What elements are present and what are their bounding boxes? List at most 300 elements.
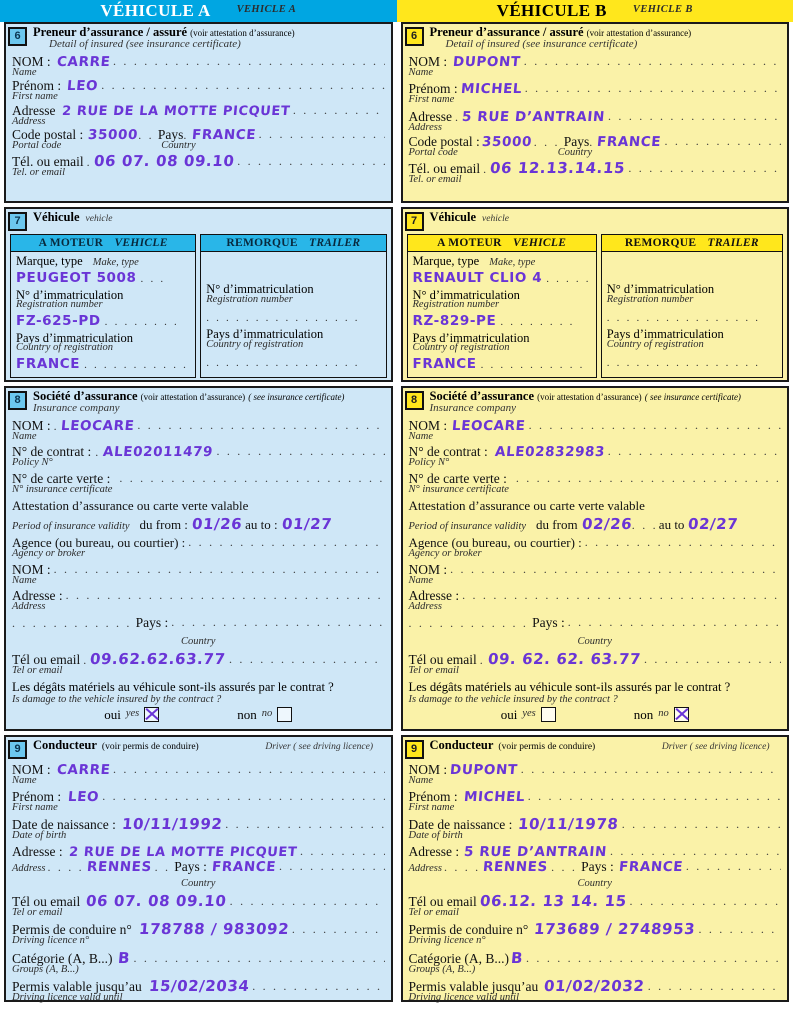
label-permis-en-a: Driving licence n° bbox=[12, 935, 90, 946]
field-row-dr-prenom-b bbox=[409, 789, 782, 805]
section-8-title-fr-b: Société d’assurance bbox=[429, 389, 534, 403]
field-row-carteverte-b bbox=[409, 471, 782, 487]
label-tel-b: Tél. ou email bbox=[408, 160, 481, 176]
label-permis-a: Permis de conduire n° bbox=[12, 922, 132, 937]
section-number-8-a: 8 bbox=[8, 391, 27, 410]
label-dr-prenom-b: Prénom : bbox=[408, 788, 458, 804]
label-dr-prenom-en-b: First name bbox=[408, 801, 455, 813]
dots-valable-a bbox=[252, 979, 384, 994]
dots-ag-pays-a bbox=[171, 615, 384, 630]
immat-trailer-label-a: N° d’immatriculation bbox=[206, 282, 314, 296]
section-8-title-en-a: Insurance company bbox=[33, 401, 120, 414]
trailer-head-b bbox=[602, 235, 782, 252]
value-tel-a[interactable]: 06 07. 08 09.10 bbox=[93, 151, 236, 170]
motor-vehicle-box-b: A MOTEUR VEHICLE Marque, type Make, type RENAULT CLIO 4 . . . . . N° d’immatriculation Registration number RZ-829-PE . . . . . . . . Pays d’immatriculation Country of registration FRANCE . . . . . . . . . . . bbox=[407, 234, 597, 378]
trailer-head-en-a: TRAILER bbox=[309, 237, 361, 249]
value-permis-a[interactable]: 178788 / 983092 bbox=[137, 920, 290, 938]
section-6-title-en-a: Detail of insured (see insurance certificate) bbox=[49, 37, 241, 50]
motor-vehicle-head-a bbox=[11, 235, 195, 252]
field-row-nom-b bbox=[409, 54, 782, 70]
value-dr-adresse-b[interactable]: 5 RUE D’ANTRAIN bbox=[463, 843, 608, 860]
label-categorie-b: Catégorie (A, B...) bbox=[408, 950, 509, 966]
value-permis-b[interactable]: 173689 / 2748953 bbox=[533, 920, 697, 938]
value-prenom-b[interactable]: MICHEL bbox=[459, 81, 523, 98]
motor-head-fr-b: A MOTEUR bbox=[437, 237, 502, 249]
field-row-dr-nom-b bbox=[409, 762, 782, 778]
damage-no-group-b[interactable] bbox=[634, 707, 689, 723]
dots-dr-tel-b bbox=[629, 894, 781, 909]
value-dr-tel-a[interactable]: 06 07. 08 09.10 bbox=[85, 891, 228, 910]
label-ins-tel-b: Tél ou email bbox=[408, 651, 477, 667]
label-ag-nom-a: NOM : bbox=[12, 561, 51, 577]
dots-permis-b bbox=[698, 922, 781, 937]
section-6-title-paren-a: (voir attestation d’assurance) bbox=[190, 28, 295, 38]
label-du-b: du from bbox=[536, 517, 578, 533]
section-8-header-a bbox=[6, 388, 391, 414]
field-row-agence-a bbox=[12, 535, 385, 551]
section-8-header-b bbox=[403, 388, 788, 414]
label-ins-nom-en-a: Name bbox=[12, 430, 37, 442]
label-ins-tel-en-a: Tel or email bbox=[12, 664, 63, 676]
dots-permis-a bbox=[292, 922, 385, 937]
value-du-a[interactable]: 01/26 bbox=[191, 515, 243, 534]
trailer-head-fr-a: REMORQUE bbox=[226, 237, 298, 249]
immat-trailer-label-en-a: Registration number bbox=[206, 293, 293, 305]
label-ag-pays-a: Pays : bbox=[135, 614, 169, 630]
field-row-carteverte-a bbox=[12, 471, 385, 487]
value-codepostal-a[interactable]: 35000 bbox=[87, 127, 139, 144]
section-7-header-b bbox=[403, 209, 788, 231]
label-ins-tel-en-b: Tel or email bbox=[408, 664, 459, 676]
section-9-header-b bbox=[403, 737, 788, 759]
label-ag-pays-en-b: Country bbox=[577, 635, 612, 647]
dots-tel-a bbox=[237, 154, 384, 169]
dots-agence-a bbox=[188, 535, 384, 550]
value-nom-b[interactable]: DUPONT bbox=[452, 53, 522, 70]
paysimmat-trailer-label-en-b: Country of registration bbox=[606, 338, 704, 350]
label-dr-pays-b: Pays : bbox=[581, 858, 614, 874]
paysimmat-trailer-label-a: Pays d’immatriculation bbox=[206, 327, 324, 341]
value-categorie-a[interactable]: B bbox=[117, 948, 132, 967]
value-naissance-a[interactable]: 10/11/1992 bbox=[121, 815, 224, 833]
label-dr-nom-a: NOM : bbox=[12, 762, 51, 777]
dots-ag-nom-b bbox=[450, 562, 781, 577]
damage-no-group-a[interactable] bbox=[237, 707, 292, 723]
value-immat-b[interactable]: RZ-829-PE bbox=[412, 312, 497, 329]
label-nom-en-a: Name bbox=[12, 66, 37, 78]
trailer-head-en-b: TRAILER bbox=[707, 237, 759, 249]
label-nom-a: NOM : bbox=[12, 53, 51, 69]
label-categorie-en-a: Groups (A, B...) bbox=[12, 963, 79, 975]
field-row-dr-ville-a: Address . . . . RENNES . . Pays : FRANCE . . . bbox=[12, 859, 385, 875]
section-6-title-fr-a: Preneur d’assurance / assuré bbox=[33, 25, 188, 39]
motor-head-en-a: VEHICLE bbox=[114, 237, 168, 249]
label-valable-en-a: Driving licence valid until bbox=[12, 992, 123, 1003]
field-row-ins-nom-a: NOM : . LEOCARE . . . bbox=[12, 418, 385, 434]
trailer-head-a bbox=[201, 235, 385, 252]
value-adresse-b[interactable]: 5 RUE D’ANTRAIN bbox=[461, 108, 606, 125]
value-ins-tel-a[interactable]: 09.62.62.63.77 bbox=[89, 649, 227, 668]
section-6-header-a bbox=[6, 24, 391, 50]
damage-yes-group-b[interactable] bbox=[501, 707, 556, 723]
label-pays-a: Pays bbox=[157, 127, 184, 143]
label-dr-tel-b: Tél ou email bbox=[408, 893, 477, 909]
label-dr-tel-en-b: Tel or email bbox=[408, 906, 459, 918]
label-ag-adresse-en-b: Address bbox=[408, 601, 442, 613]
label-non-a: non bbox=[237, 706, 257, 722]
value-codepostal-b[interactable]: 35000 bbox=[481, 134, 533, 151]
section-8-title-a bbox=[33, 390, 344, 403]
field-row-adresse-b: Adresse . 5 RUE D’ANTRAIN . . . bbox=[409, 109, 782, 125]
field-row-codepostal-a: Code postal : 35000 . . Pays . FRANCE . . . bbox=[12, 127, 385, 143]
value-tel-b[interactable]: 06 12.13.14.15 bbox=[489, 158, 627, 177]
value-au-a[interactable]: 01/27 bbox=[280, 515, 333, 534]
field-row-ag-pays-a: . . . . . . . . . . . . Pays : . . . bbox=[12, 615, 385, 631]
dots-nom-a bbox=[113, 54, 384, 69]
vehicle-a-banner-fr: VÉHICULE A bbox=[100, 1, 211, 20]
label-prenom-b: Prénom : bbox=[408, 81, 458, 97]
paysimmat-label-en-a: Country of registration bbox=[16, 342, 114, 353]
section-number-6-a: 6 bbox=[8, 27, 27, 46]
field-row-nom-a bbox=[12, 54, 385, 70]
label-codepostal-en-a: Portal code bbox=[12, 140, 62, 152]
label-oui-en-b: yes bbox=[522, 707, 536, 719]
label-dr-nom-en-a: Name bbox=[12, 775, 37, 786]
value-paysimmat-b[interactable]: FRANCE bbox=[412, 355, 477, 372]
label-dr-nom-en-b: Name bbox=[408, 775, 433, 786]
damage-answer-row-a bbox=[6, 706, 391, 725]
label-non-en-a: no bbox=[261, 707, 273, 719]
value-nom-a[interactable]: CARRE bbox=[55, 53, 111, 70]
field-row-codepostal-b: Code postal : 35000 . . . Pays . FRANCE . . . bbox=[409, 134, 782, 150]
value-dr-prenom-b[interactable]: MICHEL bbox=[462, 788, 526, 805]
section-7-title-en-b: vehicle bbox=[482, 214, 509, 224]
dots-adresse-a bbox=[293, 103, 385, 118]
field-row-prenom-b bbox=[409, 81, 782, 97]
dots-carteverte-b bbox=[516, 471, 781, 486]
dots-ins-nom-b bbox=[529, 418, 781, 433]
label-naissance-en-a: Date of birth bbox=[12, 830, 67, 841]
value-valable-b[interactable]: 01/02/2032 bbox=[543, 977, 646, 995]
dots-contrat-b bbox=[608, 444, 781, 459]
paysimmat-label-a: Pays d’immatriculation bbox=[16, 330, 133, 345]
dots-ins-nom-a bbox=[137, 418, 384, 433]
section-6-insured-b bbox=[401, 22, 790, 203]
label-adresse-a: Adresse bbox=[12, 102, 56, 118]
label-categorie-a: Catégorie (A, B...) bbox=[12, 950, 113, 966]
label-agence-b: Agence (ou bureau, ou courtier) : bbox=[408, 535, 582, 551]
label-dr-tel-a: Tél ou email bbox=[12, 893, 81, 909]
label-attestation-b: Attestation d’assurance ou carte verte valable bbox=[408, 498, 645, 514]
value-adresse-a[interactable]: 2 RUE DE LA MOTTE PICQUET bbox=[60, 103, 291, 119]
vehicle-a-banner-en: VEHICLE A bbox=[236, 3, 297, 15]
dots-dr-adresse-a bbox=[300, 844, 385, 859]
label-ag-adresse-b: Adresse : bbox=[408, 588, 460, 604]
label-pays-b: Pays bbox=[563, 134, 590, 150]
label-tel-en-b: Tel. or email bbox=[408, 173, 462, 185]
section-7-header-a bbox=[6, 209, 391, 231]
field-row-tel-a: Tél. ou email . 06 07. 08 09.10 . . . bbox=[12, 152, 385, 170]
label-marque-b bbox=[413, 255, 591, 269]
label-prenom-a: Prénom : bbox=[12, 78, 62, 94]
label-oui-a: oui bbox=[104, 706, 121, 722]
immat-label-b: N° d’immatriculation bbox=[412, 287, 520, 302]
section-9-driver-b bbox=[401, 735, 790, 1002]
section-8-title-paren-en-a: ( see insurance certificate) bbox=[248, 392, 345, 402]
dots-dr-prenom-a bbox=[102, 789, 384, 804]
value-au-b[interactable]: 02/27 bbox=[687, 515, 740, 534]
value-contrat-b[interactable]: ALE02832983 bbox=[494, 444, 606, 461]
dots-dr-prenom-b bbox=[528, 789, 781, 804]
value-dr-nom-b[interactable]: DUPONT bbox=[449, 762, 519, 778]
label-categorie-en-b: Groups (A, B...) bbox=[408, 963, 476, 975]
field-row-ins-nom-b bbox=[409, 418, 782, 434]
label-ins-nom-a: NOM : bbox=[12, 417, 51, 433]
section-6-title-en-b: Detail of insured (see insurance certificate) bbox=[445, 37, 638, 50]
label-carteverte-b: N° de carte verte : bbox=[408, 470, 507, 486]
label-tel-en-a: Tel. or email bbox=[12, 166, 65, 178]
section-8-insurance-a bbox=[4, 386, 393, 731]
label-dr-tel-en-a: Tel or email bbox=[12, 906, 63, 918]
value-pays-a[interactable]: FRANCE bbox=[190, 127, 257, 144]
section-6-insured-a bbox=[4, 22, 393, 203]
vehicle-b-column bbox=[397, 0, 793, 1024]
label-agence-en-a: Agency or broker bbox=[12, 548, 86, 560]
label-prenom-en-a: First name bbox=[12, 91, 58, 103]
field-row-naissance-a bbox=[12, 815, 385, 833]
section-number-9-b: 9 bbox=[405, 740, 424, 759]
section-7-title-fr-b: Véhicule bbox=[429, 210, 477, 224]
damage-yes-group-a[interactable] bbox=[104, 707, 159, 723]
label-nom-en-b: Name bbox=[408, 66, 433, 78]
value-immat-a[interactable]: FZ-625-PD bbox=[16, 312, 101, 329]
section-number-6-b: 6 bbox=[405, 27, 424, 46]
checkbox-damage-yes-b[interactable] bbox=[541, 707, 556, 722]
field-row-agence-b bbox=[409, 535, 782, 551]
label-carteverte-a: N° de carte verte : bbox=[12, 470, 111, 486]
damage-answer-row-b bbox=[403, 706, 788, 725]
label-tel-a: Tél. ou email bbox=[12, 153, 84, 169]
immat-trailer-label-b: N° d’immatriculation bbox=[606, 282, 715, 296]
checkbox-damage-yes-a[interactable] bbox=[144, 707, 159, 722]
dots-ag-nom-a bbox=[54, 562, 385, 577]
dots-carteverte-a bbox=[119, 471, 384, 486]
value-ins-tel-b[interactable]: 09. 62. 62. 63.77 bbox=[487, 649, 642, 668]
label-dr-adresse-en-a: Address bbox=[12, 862, 46, 874]
dots-contrat-a bbox=[216, 444, 384, 459]
value-dr-nom-a[interactable]: CARRE bbox=[55, 762, 111, 778]
field-row-ag-nom-b bbox=[409, 562, 782, 578]
field-row-validity-a bbox=[12, 515, 385, 533]
label-validity-en-a: Period of insurance validity bbox=[12, 521, 130, 533]
label-ins-nom-en-b: Name bbox=[408, 430, 433, 442]
section-9-title-paren-b: (voir permis de conduire) bbox=[498, 742, 596, 752]
value-du-b[interactable]: 02/26 bbox=[580, 515, 633, 534]
section-8-title-paren-en-b: ( see insurance certificate) bbox=[644, 392, 741, 402]
label-contrat-b: N° de contrat : bbox=[408, 444, 488, 460]
section-9-title-fr-a: Conducteur bbox=[33, 738, 97, 752]
field-row-contrat-a: N° de contrat : . ALE02011479 . . . bbox=[12, 444, 385, 460]
dots-dr-pays-b bbox=[686, 859, 781, 874]
dots-ag-pays-b bbox=[568, 615, 781, 630]
section-6-title-paren-b: (voir attestation d’assurance) bbox=[586, 28, 692, 38]
dots-naissance-b bbox=[622, 817, 781, 832]
label-valable-en-b: Driving licence valid until bbox=[408, 992, 520, 1003]
section-number-9-a: 9 bbox=[8, 740, 27, 759]
vehicle-b-banner-en: VEHICLE B bbox=[632, 3, 693, 15]
label-naissance-en-b: Date of birth bbox=[408, 830, 463, 841]
paysimmat-label-b: Pays d’immatriculation bbox=[412, 330, 530, 345]
label-au-b: au to bbox=[658, 517, 685, 533]
value-prenom-a[interactable]: LEO bbox=[66, 78, 99, 95]
field-row-permis-a bbox=[12, 920, 385, 938]
value-dr-pays-b[interactable]: FRANCE bbox=[618, 858, 684, 875]
value-ins-nom-a[interactable]: LEOCARE bbox=[60, 417, 136, 434]
section-8-title-paren-a: (voir attestation d’assurance) bbox=[140, 392, 246, 402]
section-8-title-en-b: Insurance company bbox=[429, 401, 516, 414]
label-contrat-a: N° de contrat : bbox=[12, 444, 92, 460]
label-dr-pays-en-a: Country bbox=[181, 877, 216, 889]
label-codepostal-en-b: Portal code bbox=[408, 147, 458, 159]
immat-label-a: N° d’immatriculation bbox=[16, 287, 124, 302]
value-naissance-b[interactable]: 10/11/1978 bbox=[517, 815, 620, 833]
value-dr-ville-a[interactable]: RENNES bbox=[86, 858, 153, 875]
dots-pays-b bbox=[665, 134, 781, 149]
marque-label-en-a: Make, type bbox=[92, 257, 139, 268]
dots-ins-tel-a bbox=[229, 652, 384, 667]
section-6-header-b bbox=[403, 24, 788, 50]
paysimmat-trailer-label-b: Pays d’immatriculation bbox=[606, 327, 724, 341]
field-row-permis-b bbox=[409, 920, 782, 938]
motor-head-en-b: VEHICLE bbox=[512, 237, 567, 249]
damage-question-fr-a: Les dégâts matériels au véhicule sont-ils assurés par le contrat ? bbox=[12, 680, 334, 695]
label-ag-pays-en-a: Country bbox=[181, 635, 216, 647]
label-nom-b: NOM : bbox=[408, 53, 448, 69]
section-8-title-b bbox=[430, 390, 741, 403]
immat-label-en-a: Registration number bbox=[16, 299, 103, 310]
dots-tel-b bbox=[628, 161, 781, 176]
dots-ag-adresse-a bbox=[66, 588, 385, 603]
value-dr-pays-a[interactable]: FRANCE bbox=[211, 858, 277, 875]
section-9-title-en-b: Driver ( see driving licence) bbox=[661, 742, 770, 752]
field-row-ins-tel-b: Tél ou email . 09. 62. 62. 63.77 . . . bbox=[409, 650, 782, 668]
label-dr-prenom-en-a: First name bbox=[12, 801, 58, 813]
field-row-categorie-b bbox=[409, 949, 782, 967]
dots-dr-pays-a bbox=[279, 859, 385, 874]
section-9-title-paren-a: (voir permis de conduire) bbox=[101, 742, 199, 752]
dots-categorie-b bbox=[526, 951, 781, 966]
damage-question-en-b: Is damage to the vehicle insured by the contract ? bbox=[408, 694, 618, 706]
section-9-title-en-a: Driver ( see driving licence) bbox=[265, 742, 373, 752]
label-oui-b: oui bbox=[500, 706, 518, 722]
dots-prenom-a bbox=[101, 78, 384, 93]
label-non-en-b: no bbox=[658, 707, 669, 719]
dots-adresse-b bbox=[608, 109, 781, 124]
label-adresse-en-a: Address bbox=[12, 115, 46, 127]
label-dr-pays-a: Pays : bbox=[174, 858, 207, 874]
checkbox-damage-no-a[interactable] bbox=[277, 707, 292, 722]
motor-head-fr-a: A MOTEUR bbox=[38, 237, 104, 249]
section-7-vehicle-a bbox=[4, 207, 393, 382]
checkbox-damage-no-b[interactable] bbox=[674, 707, 689, 722]
label-oui-en-a: yes bbox=[125, 707, 140, 719]
field-row-ag-nom-a bbox=[12, 562, 385, 578]
label-naissance-a: Date de naissance : bbox=[12, 817, 116, 832]
dots-nom-b bbox=[524, 54, 781, 69]
value-ins-nom-b[interactable]: LEOCARE bbox=[451, 417, 527, 434]
label-ag-nom-en-a: Name bbox=[12, 574, 37, 586]
label-dr-adresse-b: Adresse : bbox=[408, 843, 460, 859]
field-row-dr-tel-a bbox=[12, 892, 385, 910]
label-du-a: du from : bbox=[139, 517, 188, 533]
label-ag-adresse-a: Adresse : bbox=[12, 588, 63, 604]
value-paysimmat-a[interactable]: FRANCE bbox=[16, 355, 81, 372]
field-row-ag-adresse-b bbox=[409, 588, 782, 604]
dots-dr-nom-b bbox=[521, 762, 781, 777]
label-carteverte-en-b: N° insurance certificate bbox=[408, 483, 509, 495]
paysimmat-label-en-b: Country of registration bbox=[412, 342, 510, 353]
dots-categorie-a bbox=[134, 951, 385, 966]
value-categorie-b[interactable]: B bbox=[510, 948, 524, 967]
field-row-dr-adresse-a bbox=[12, 844, 385, 860]
value-dr-adresse-a[interactable]: 2 RUE DE LA MOTTE PICQUET bbox=[67, 844, 298, 860]
dots-agence-b bbox=[585, 535, 781, 550]
motor-vehicle-box-a: A MOTEUR VEHICLE Marque, type Make, type PEUGEOT 5008 . . . N° d’immatriculation Registration number FZ-625-PD . . . . . . . . Pays d’immatriculation Country of registration FRANCE . . . . . . . . . . . bbox=[10, 234, 196, 378]
label-codepostal-b: Code postal : bbox=[408, 134, 480, 150]
vehicle-b-banner bbox=[397, 0, 793, 22]
field-row-tel-b: Tél. ou email . 06 12.13.14.15 . . . bbox=[409, 159, 782, 177]
label-pays-en-a: Country bbox=[161, 140, 196, 152]
value-marque-b[interactable]: RENAULT CLIO 4 bbox=[412, 269, 543, 286]
value-dr-tel-b[interactable]: 06.12. 13 14. 15 bbox=[478, 891, 628, 910]
label-dr-pays-en-b: Country bbox=[577, 877, 612, 889]
section-7-title-en-a: vehicle bbox=[85, 214, 113, 224]
label-ag-nom-b: NOM : bbox=[408, 561, 448, 577]
label-adresse-b: Adresse bbox=[408, 108, 452, 124]
label-dr-prenom-a: Prénom : bbox=[12, 788, 62, 804]
marque-label-b: Marque, type bbox=[412, 254, 480, 268]
dots-ins-tel-b bbox=[644, 652, 781, 667]
value-contrat-a[interactable]: ALE02011479 bbox=[102, 444, 215, 461]
marque-label-a: Marque, type bbox=[16, 254, 83, 268]
dots-dr-adresse-b bbox=[610, 844, 781, 859]
field-row-prenom-a bbox=[12, 78, 385, 94]
label-ag-nom-en-b: Name bbox=[408, 574, 433, 586]
value-valable-a[interactable]: 15/02/2034 bbox=[147, 977, 250, 995]
label-ag-adresse-en-a: Address bbox=[12, 601, 46, 613]
trailer-box-a: REMORQUE TRAILER N° d’immatriculation Registration number . . . . . . . . . . . . . . . . Pays d’immatriculation Country of registration . . . . . . . . . . . . . . . . bbox=[200, 234, 386, 378]
section-9-driver-a bbox=[4, 735, 393, 1002]
label-adresse-en-b: Address bbox=[408, 121, 442, 133]
label-non-b: non bbox=[633, 706, 654, 722]
value-marque-a[interactable]: PEUGEOT 5008 bbox=[16, 269, 137, 286]
section-number-7-a: 7 bbox=[8, 212, 27, 231]
field-row-categorie-a bbox=[12, 949, 385, 967]
value-pays-b[interactable]: FRANCE bbox=[596, 134, 663, 151]
value-dr-ville-b[interactable]: RENNES bbox=[482, 858, 549, 875]
section-7-vehicle-b bbox=[401, 207, 790, 382]
dots-prenom-b bbox=[525, 81, 781, 96]
dots-pays-a bbox=[259, 127, 385, 142]
marque-label-en-b: Make, type bbox=[489, 257, 536, 268]
section-9-header-a bbox=[6, 737, 391, 759]
value-dr-prenom-a[interactable]: LEO bbox=[67, 788, 100, 805]
field-row-naissance-b bbox=[409, 815, 782, 833]
label-contrat-en-a: Policy N° bbox=[12, 457, 53, 469]
field-row-ag-pays-b: . . . . . . . . . . . . Pays : . . . bbox=[409, 615, 782, 631]
label-prenom-en-b: First name bbox=[408, 94, 455, 106]
field-row-validity-b: Period of insurance validity du from 02/26 . . . au to 02/27 bbox=[408, 515, 740, 534]
